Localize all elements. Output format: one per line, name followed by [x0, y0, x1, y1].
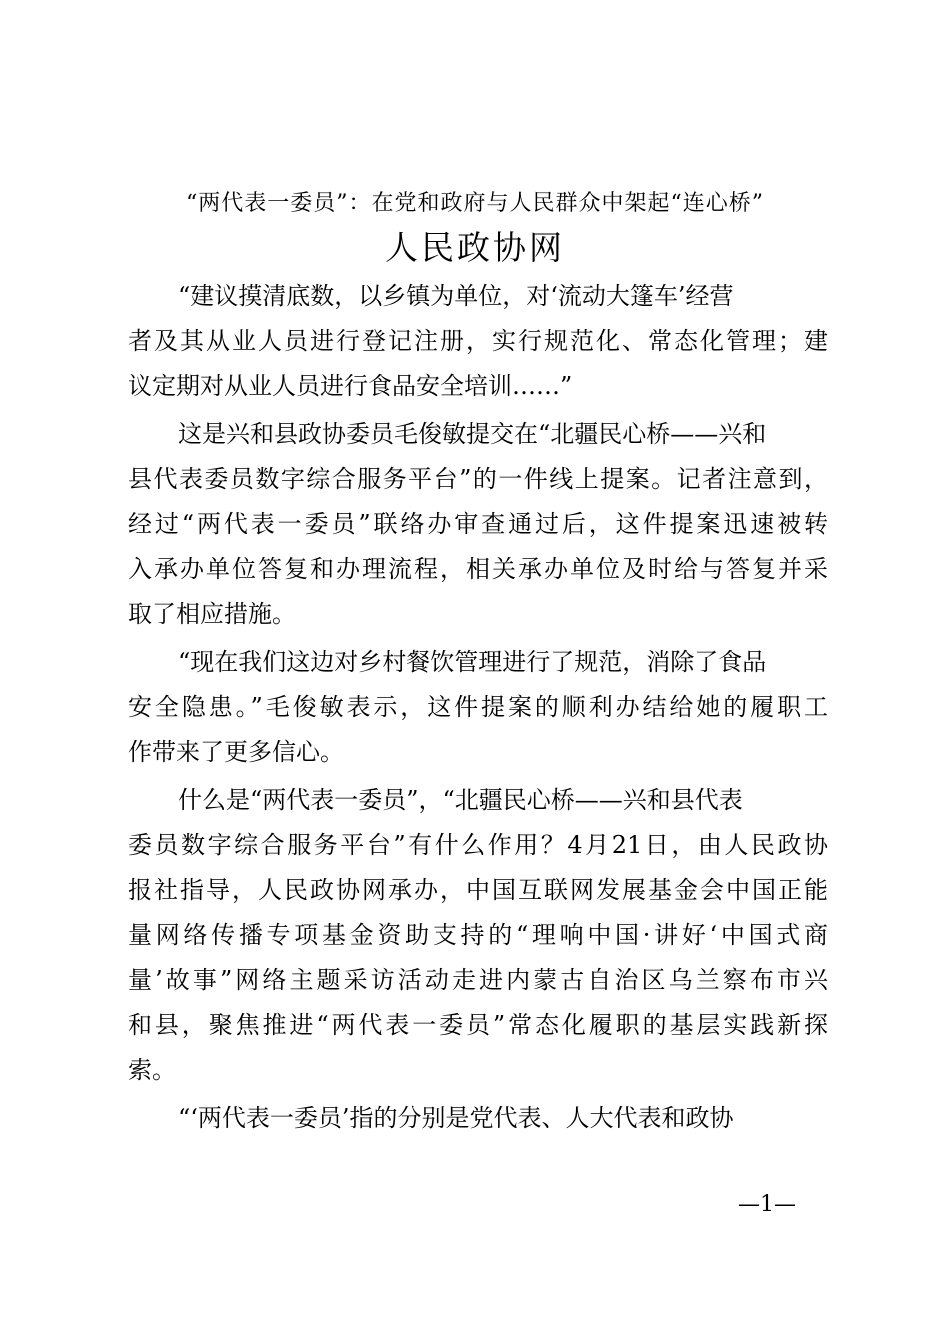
paragraph-line: 者及其从业人员进行登记注册，实行规范化、常态化管理；建: [128, 327, 828, 355]
paragraph-line: 索。: [128, 1056, 176, 1084]
paragraph-line: 县代表委员数字综合服务平台”的一件线上提案。记者注意到，: [128, 465, 828, 493]
paragraph-line: 入承办单位答复和办理流程，相关承办单位及时给与答复并采: [128, 555, 828, 583]
page-number: —1—: [738, 1192, 796, 1217]
paragraph-line: 安全隐患。”毛俊敏表示，这件提案的顺利办结给她的履职工: [128, 693, 828, 721]
paragraph-line: “建议摸清底数，以乡镇为单位，对‘流动大篷车’经营: [178, 282, 734, 310]
paragraph-line: 什么是“两代表一委员”，“北疆民心桥——兴和县代表: [178, 786, 743, 814]
paragraph-line: 经过“两代表一委员”联络办审查通过后，这件提案迅速被转: [128, 510, 828, 538]
paragraph-line: “‘两代表一委员’指的分别是党代表、人大代表和政协: [178, 1104, 734, 1132]
paragraph-line: “现在我们这边对乡村餐饮管理进行了规范，消除了食品: [178, 648, 767, 676]
paragraph-line: 报社指导，人民政协网承办，中国互联网发展基金会中国正能: [128, 876, 828, 904]
document-title: “两代表一委员”：在党和政府与人民群众中架起“连心桥”: [186, 191, 764, 216]
paragraph-line: 和县，聚焦推进“两代表一委员”常态化履职的基层实践新探: [128, 1011, 828, 1039]
paragraph-line: 量网络传播专项基金资助支持的“理响中国·讲好‘中国式商: [128, 921, 828, 949]
paragraph-line: 这是兴和县政协委员毛俊敏提交在“北疆民心桥——兴和: [178, 420, 767, 448]
paragraph-line: 委员数字综合服务平台”有什么作用？4月21日，由人民政协: [128, 831, 828, 859]
paragraph-line: 量’故事”网络主题采访活动走进内蒙古自治区乌兰察布市兴: [128, 966, 828, 994]
source-heading: 人民政协网: [385, 228, 565, 267]
paragraph-line: 取了相应措施。: [128, 600, 296, 628]
paragraph-line: 议定期对从业人员进行食品安全培训……”: [128, 372, 573, 400]
paragraph-line: 作带来了更多信心。: [128, 738, 344, 766]
